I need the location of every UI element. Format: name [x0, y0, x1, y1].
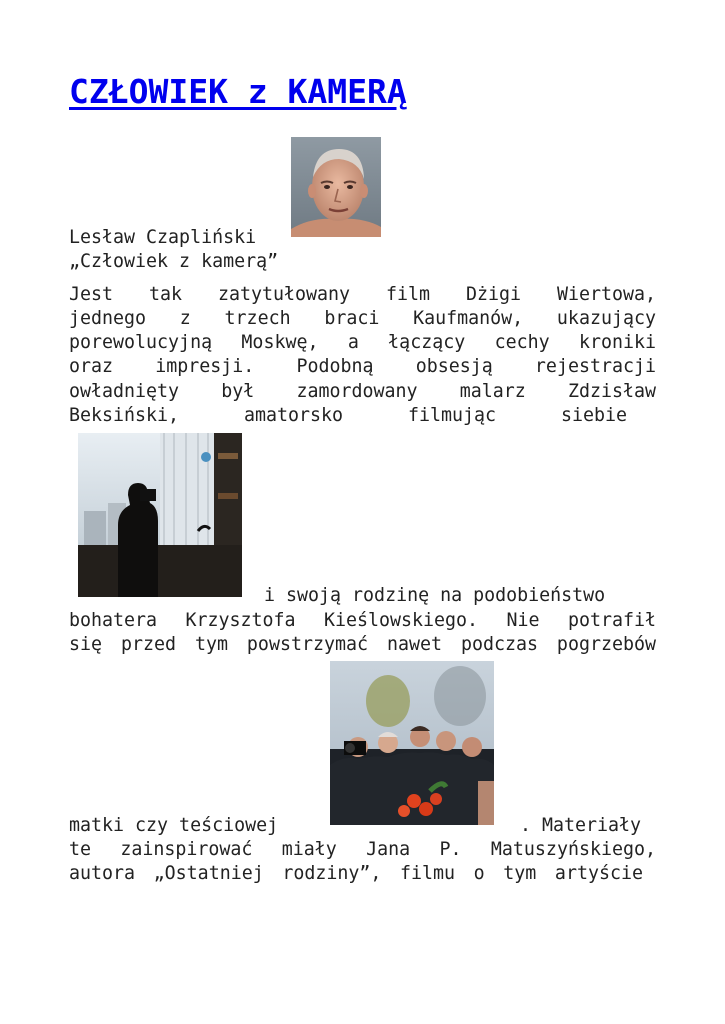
article-title[interactable]: CZŁOWIEK z KAMERĄ [69, 72, 407, 111]
paragraph-line: te zainspirować miały Jana P. Matuszyńskiego, [69, 839, 656, 860]
paragraph-line: oraz impresji. Podobną obsesją rejestracji [69, 356, 656, 377]
paragraph-line: autora „Ostatniej rodziny”, filmu o tym artyście [69, 863, 643, 884]
paragraph-line: i swoją rodzinę na podobieństwo [264, 585, 606, 606]
paragraph-line: porewolucyjną Moskwę, a łączący cechy kroniki [69, 332, 656, 353]
paragraph-line: Jest tak zatytułowany film Dżigi Wiertowa, [69, 284, 656, 305]
paragraph-line: się przed tym powstrzymać nawet podczas pogrzebów [69, 634, 656, 655]
author-portrait-image [291, 137, 381, 237]
funeral-photo [330, 661, 494, 825]
paragraph-line: matki czy teściowej [69, 815, 279, 836]
paragraph-line: bohatera Krzysztofa Kieślowskiego. Nie potrafił [69, 610, 656, 631]
paragraph-line: . Materiały [520, 815, 642, 836]
article-subtitle: „Człowiek z kamerą” [69, 251, 279, 272]
paragraph-line: Beksiński, amatorsko filmując siebie [69, 405, 627, 426]
beksinski-filming-photo [78, 433, 242, 597]
author-name: Lesław Czapliński [69, 227, 257, 248]
paragraph-line: jednego z trzech braci Kaufmanów, ukazujący [69, 308, 656, 329]
paragraph-line: owładnięty był zamordowany malarz Zdzisław [69, 381, 656, 402]
